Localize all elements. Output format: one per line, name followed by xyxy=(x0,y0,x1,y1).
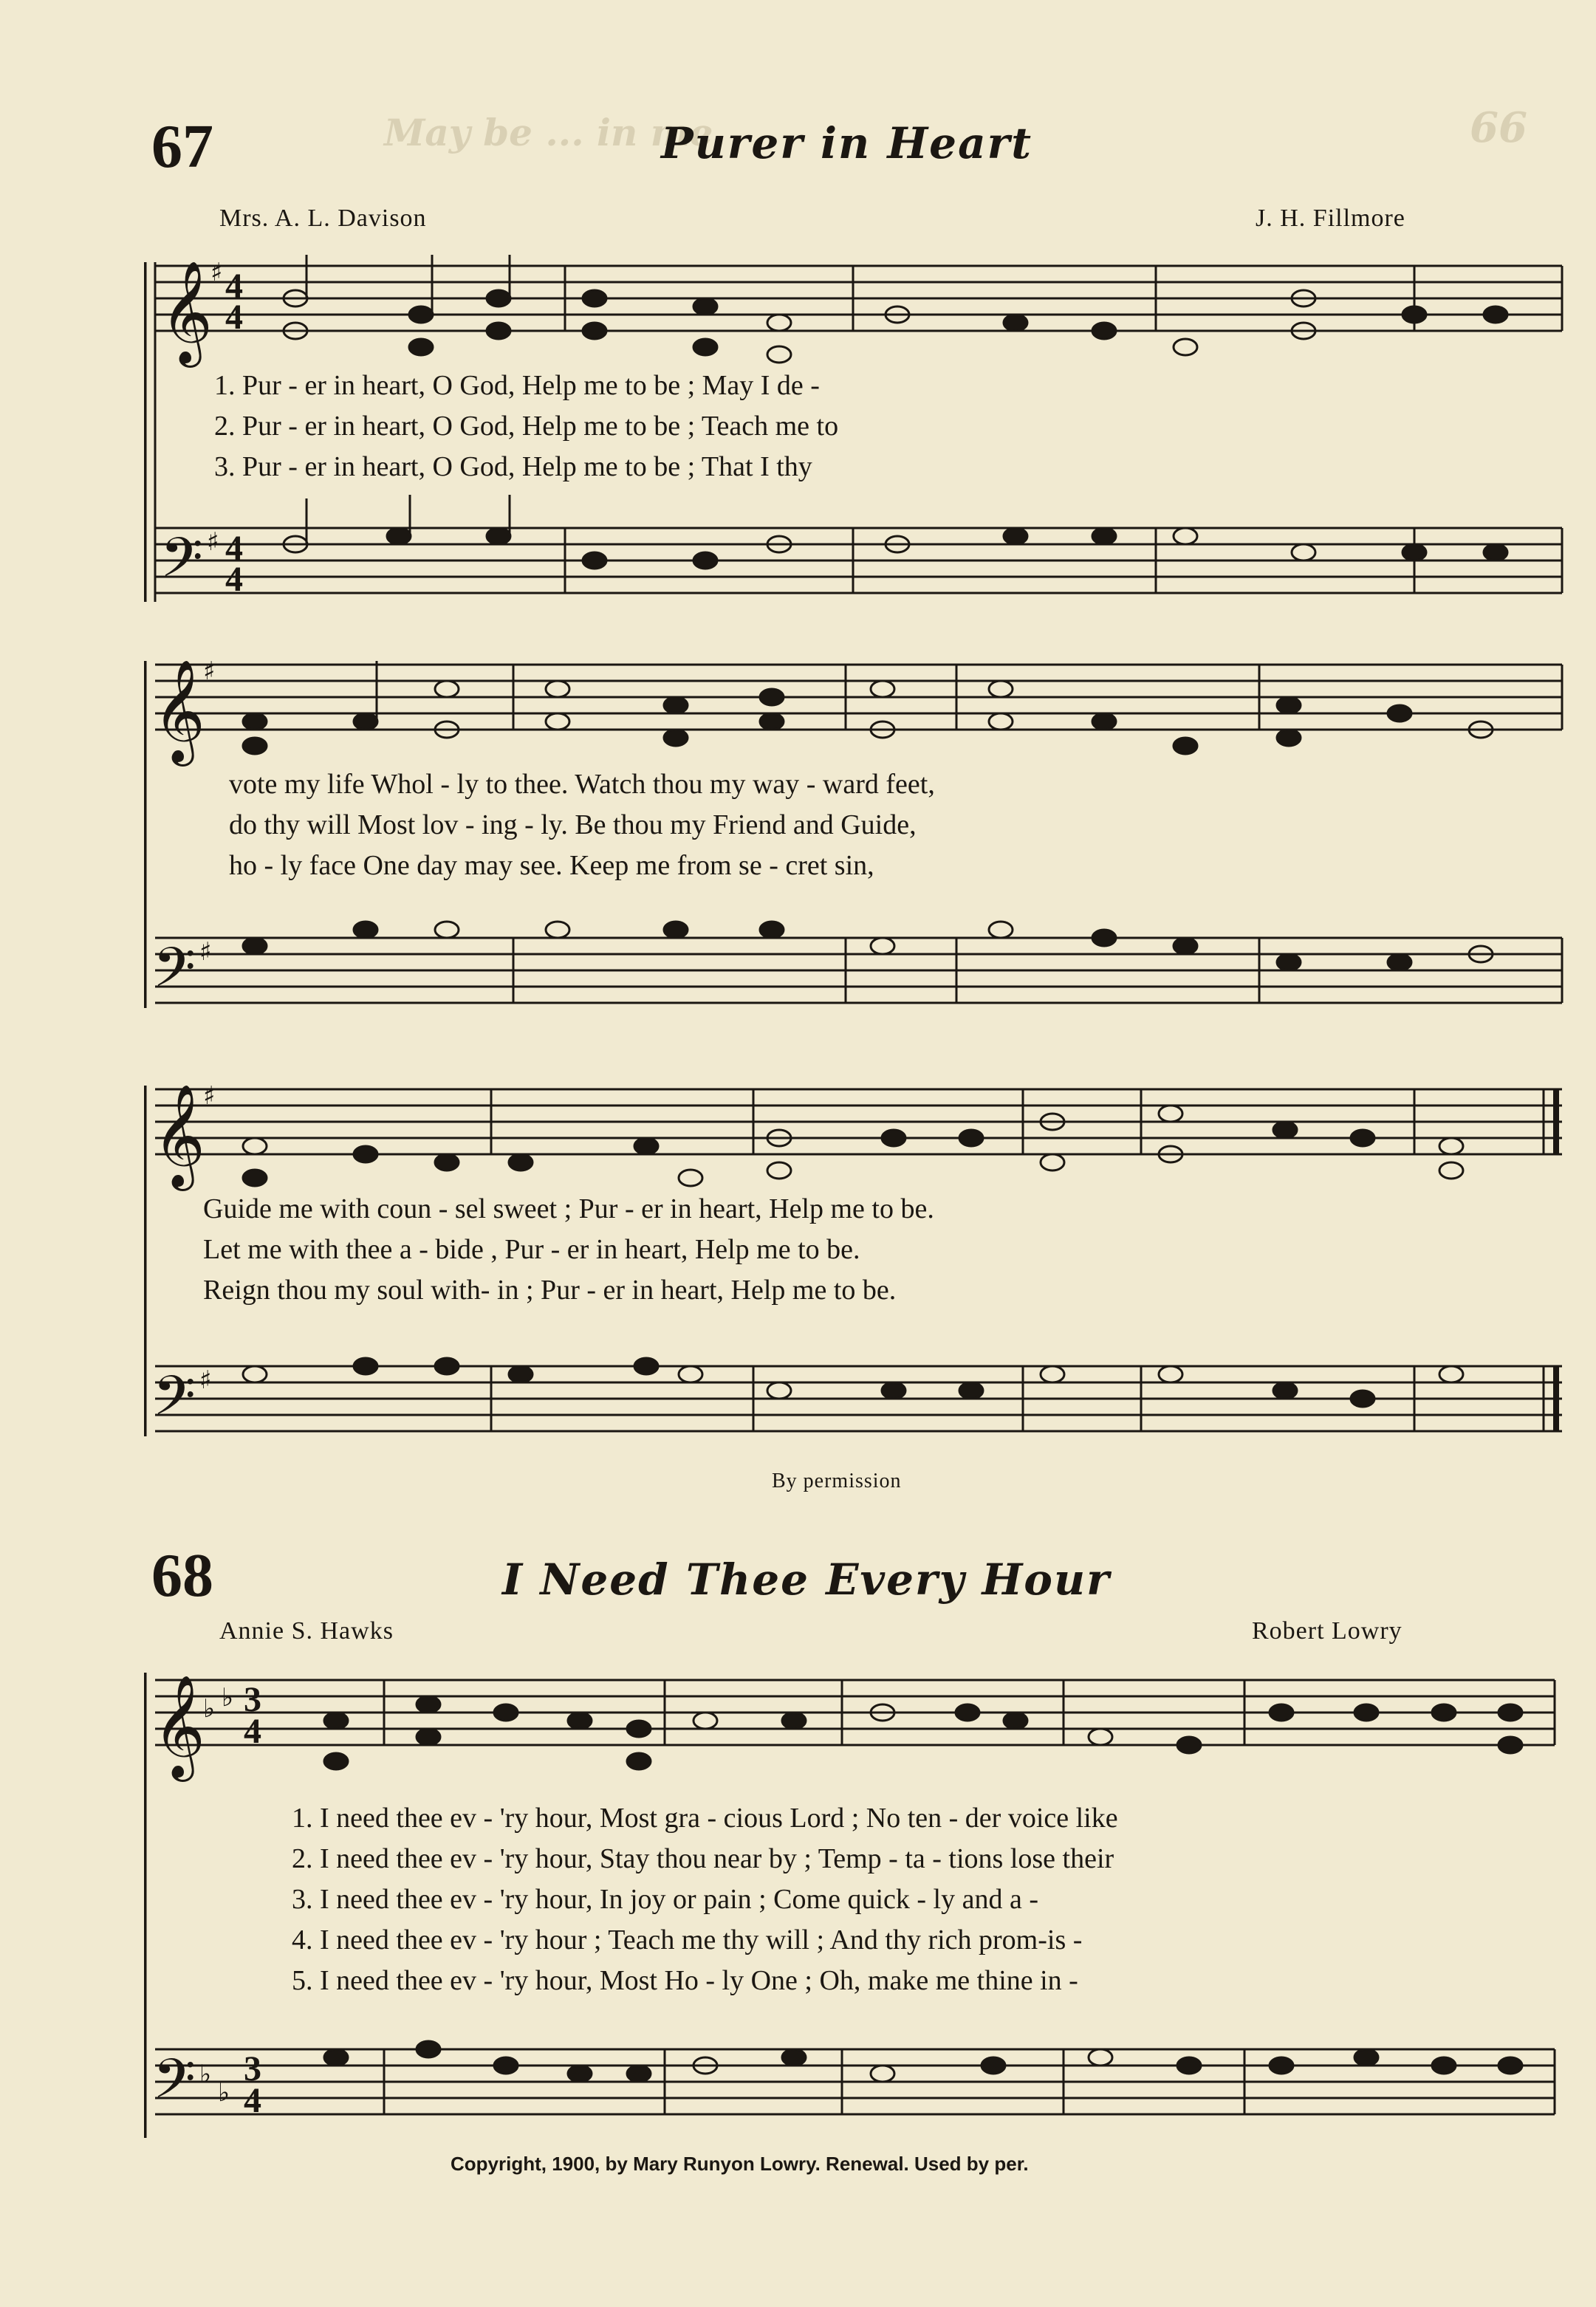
lyric-line: do thy will Most lov - ing - ly. Be thou my Friend and Guide, xyxy=(229,809,917,840)
svg-text:𝄢: 𝄢 xyxy=(160,526,203,603)
svg-text:𝄞: 𝄞 xyxy=(160,261,213,363)
verse-lyrics-system-3 xyxy=(203,1193,1532,1326)
ghost-title: May be ... in me xyxy=(384,111,713,154)
verse-lyrics-system-2 xyxy=(229,768,1558,901)
lyric-line: 2. Pur - er in heart, O God, Help me to be ; Teach me to xyxy=(214,411,839,442)
lyric-line: vote my life Whol - ly to thee. Watch thou my way - ward feet, xyxy=(229,769,935,800)
hymn-title-68: I Need Thee Every Hour xyxy=(502,1554,1111,1605)
hymn-number-68: 68 xyxy=(151,1541,213,1610)
hymn-number-67: 67 xyxy=(151,112,213,181)
lyric-line: Reign thou my soul with- in ; Pur - er in heart, Help me to be. xyxy=(203,1275,897,1306)
lyric-line: 1. I need thee ev - 'ry hour, Most gra - cious Lord ; No ten - der voice like xyxy=(292,1803,1118,1834)
verse-lyrics-system-1 xyxy=(214,369,1544,502)
svg-text:3: 3 xyxy=(244,1680,261,1719)
svg-text:4: 4 xyxy=(225,298,243,337)
svg-text:3: 3 xyxy=(244,2049,261,2088)
lyric-line: 4. I need thee ev - 'ry hour ; Teach me thy will ; And thy rich prom-is - xyxy=(292,1924,1083,1955)
lyric-line: Guide me with coun - sel sweet ; Pur - er in heart, Help me to be. xyxy=(203,1193,934,1224)
lyric-line: ho - ly face One day may see. Keep me from se - cret sin, xyxy=(229,850,874,881)
svg-text:♭: ♭ xyxy=(222,1683,234,1713)
svg-text:♭: ♭ xyxy=(218,2078,230,2108)
svg-text:♭: ♭ xyxy=(199,2060,212,2089)
hymn-title-67: Purer in Heart xyxy=(661,118,1033,168)
composer-68: Robert Lowry xyxy=(1252,1617,1403,1645)
svg-text:♯: ♯ xyxy=(210,258,223,287)
svg-text:𝄞: 𝄞 xyxy=(153,1675,205,1778)
author-68: Annie S. Hawks xyxy=(219,1617,394,1645)
verse-lyrics-68 xyxy=(292,1802,1562,2023)
svg-text:𝄢: 𝄢 xyxy=(153,2047,196,2125)
copyright-notice: Copyright, 1900, by Mary Runyon Lowry. Renewal. Used by per. xyxy=(451,2153,1029,2175)
svg-text:♯: ♯ xyxy=(203,1081,216,1111)
composer-67: J. H. Fillmore xyxy=(1256,205,1405,232)
lyric-line: 5. I need thee ev - 'ry hour, Most Ho - ly One ; Oh, make me thine in - xyxy=(292,1965,1078,1996)
svg-text:4: 4 xyxy=(244,1712,261,1751)
svg-text:♯: ♯ xyxy=(203,657,216,686)
svg-text:4: 4 xyxy=(225,529,243,568)
svg-text:♯: ♯ xyxy=(199,1365,212,1395)
svg-text:𝄢: 𝄢 xyxy=(153,1364,196,1442)
svg-text:𝄞: 𝄞 xyxy=(153,659,205,762)
lyric-line: 2. I need thee ev - 'ry hour, Stay thou near by ; Temp - ta - tions lose their xyxy=(292,1843,1114,1874)
lyric-line: 3. Pur - er in heart, O God, Help me to be ; That I thy xyxy=(214,451,812,482)
svg-text:♯: ♯ xyxy=(207,527,219,557)
author-67: Mrs. A. L. Davison xyxy=(219,205,427,232)
svg-text:𝄞: 𝄞 xyxy=(153,1084,205,1187)
permission-note: By permission xyxy=(772,1470,902,1492)
lyric-line: Let me with thee a - bide , Pur - er in heart, Help me to be. xyxy=(203,1234,860,1265)
svg-text:♯: ♯ xyxy=(199,937,212,967)
lyric-line: 3. I need thee ev - 'ry hour, In joy or pain ; Come quick - ly and a - xyxy=(292,1884,1038,1915)
svg-text:𝄢: 𝄢 xyxy=(153,936,196,1008)
svg-text:4: 4 xyxy=(225,267,243,306)
svg-text:♭: ♭ xyxy=(203,1694,216,1724)
svg-text:4: 4 xyxy=(225,560,243,599)
ghost-page-number: 66 xyxy=(1470,103,1527,152)
svg-text:4: 4 xyxy=(244,2081,261,2120)
lyric-line: 1. Pur - er in heart, O God, Help me to be ; May I de - xyxy=(214,370,820,401)
